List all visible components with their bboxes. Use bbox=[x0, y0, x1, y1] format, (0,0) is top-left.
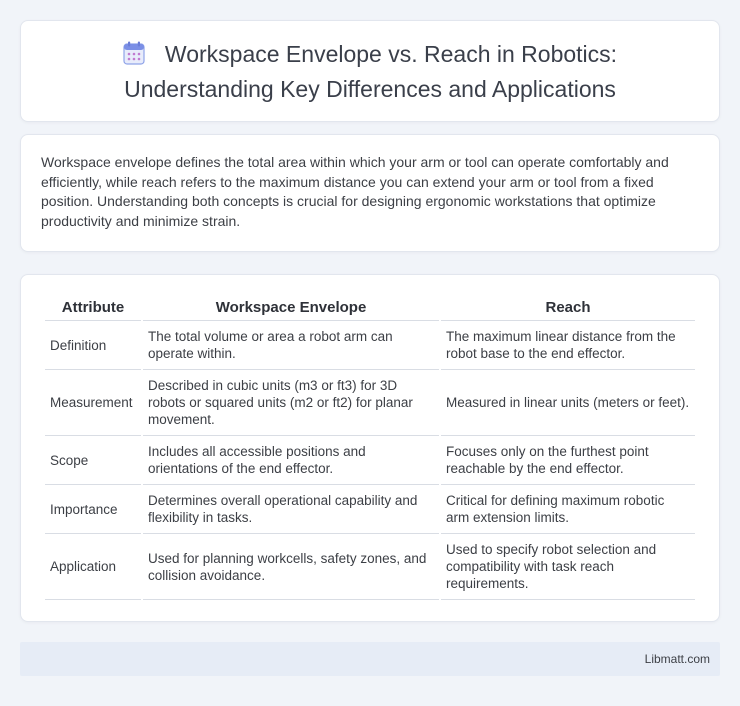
header-attribute: Attribute bbox=[45, 295, 141, 321]
comparison-table bbox=[43, 295, 697, 600]
row-attribute: Definition bbox=[45, 321, 141, 370]
row-workspace-envelope: The total volume or area a robot arm can operate within. bbox=[143, 321, 439, 370]
comparison-card bbox=[20, 274, 720, 622]
table-row bbox=[45, 485, 695, 534]
intro-paragraph: Workspace envelope defines the total area within which your arm or tool can operate comfortably and efficiently, while reach refers to the maximum distance you can extend your arm or tool from a fixed position. Understanding both concepts is crucial for designing ergonomic workstations that optimize productivity and minimize strain. bbox=[41, 154, 669, 229]
table-row bbox=[45, 321, 695, 370]
row-workspace-envelope: Determines overall operational capability and flexibility in tasks. bbox=[143, 485, 439, 534]
table-row bbox=[45, 436, 695, 485]
table-row bbox=[45, 370, 695, 436]
row-reach: Critical for defining maximum robotic arm extension limits. bbox=[441, 485, 695, 534]
row-attribute: Application bbox=[45, 534, 141, 600]
row-workspace-envelope: Used for planning workcells, safety zones, and collision avoidance. bbox=[143, 534, 439, 600]
footer-site-link[interactable]: Libmatt.com bbox=[644, 652, 710, 666]
calendar-icon bbox=[123, 41, 145, 73]
row-attribute: Scope bbox=[45, 436, 141, 485]
row-workspace-envelope: Described in cubic units (m3 or ft3) for 3D robots or squared units (m2 or ft2) for planar movement. bbox=[143, 370, 439, 436]
header-reach: Reach bbox=[441, 295, 695, 321]
intro-card bbox=[20, 134, 720, 252]
table-header-row bbox=[45, 295, 695, 321]
row-attribute: Measurement bbox=[45, 370, 141, 436]
page-title bbox=[123, 38, 617, 105]
row-reach: Measured in linear units (meters or feet). bbox=[441, 370, 695, 436]
row-reach: Focuses only on the furthest point reachable by the end effector. bbox=[441, 436, 695, 485]
title-line-1: Workspace Envelope vs. Reach in Robotics: bbox=[164, 40, 618, 67]
row-reach: Used to specify robot selection and compatibility with task reach requirements. bbox=[441, 534, 695, 600]
row-attribute: Importance bbox=[45, 485, 141, 534]
row-workspace-envelope: Includes all accessible positions and orientations of the end effector. bbox=[143, 436, 439, 485]
footer bbox=[20, 642, 720, 676]
table-row bbox=[45, 534, 695, 600]
title-card bbox=[20, 20, 720, 122]
row-reach: The maximum linear distance from the robot base to the end effector. bbox=[441, 321, 695, 370]
header-workspace-envelope: Workspace Envelope bbox=[143, 295, 439, 321]
title-line-2: Understanding Key Differences and Applications bbox=[124, 75, 616, 102]
